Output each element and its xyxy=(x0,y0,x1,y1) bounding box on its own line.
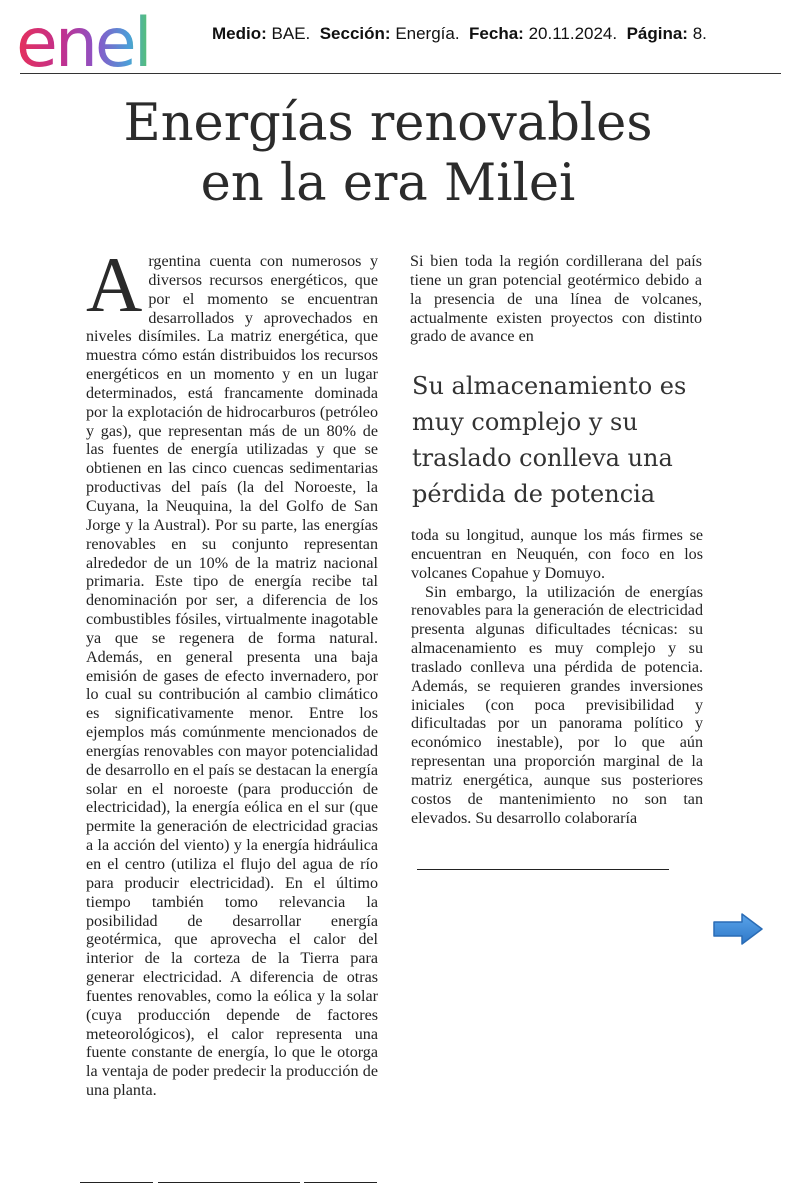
fecha-label: Fecha: xyxy=(469,24,524,43)
article-column-2-top xyxy=(410,253,702,347)
pagina-value: 8. xyxy=(692,24,707,43)
seccion-label: Sección: xyxy=(319,24,391,43)
article-column-1 xyxy=(86,241,378,1101)
footer-rule-1 xyxy=(80,1182,153,1183)
header-divider xyxy=(20,73,781,74)
seccion-value: Energía. xyxy=(395,24,460,43)
enel-logo xyxy=(14,8,184,72)
column-2-paragraph-1: toda su longitud, aunque los más firmes se encuentran en Neuquén, con foco en los volcanes Copahue y Domuyo. xyxy=(411,527,703,582)
fecha-value: 20.11.2024. xyxy=(528,24,618,43)
title-line-2: en la era Milei xyxy=(200,154,576,213)
medio-value: BAE. xyxy=(271,24,311,43)
title-line-1: Energías renovables xyxy=(123,94,653,153)
medio-label: Medio: xyxy=(212,24,267,43)
column-2-top-text: Si bien toda la región cordillerana del país tiene un gran potencial geotérmico debido a la presencia de una línea de volcanes, actualmente existen proyectos con distinto grado de avance en xyxy=(410,253,702,346)
arrow-right-icon[interactable] xyxy=(712,912,764,946)
pull-quote: Su almacenamiento es muy complejo y su traslado conlleva una pérdida de potencia xyxy=(412,372,687,508)
article-column-2-bottom xyxy=(411,527,703,829)
column-1-text: rgentina cuenta con numerosos y diversos recursos energéticos, que por el momento se encuentran desarrollados y aprovechados en niveles disímiles. La matriz energética, que muestra cómo están distribuidos los recursos energéticos en un momento y en un lugar determinados, está francamente dominada por la explotación de hidrocarburos (petróleo y gas), que representan más de un 80% de las fuentes de energía utilizadas y que se obtienen en las cinco cuencas sedimentarias productivas del país (la del Noroeste, la Cuyana, la Neuquina, la del Golfo de San Jorge y la Austral). Por su parte, las energías renovables en su conjunto representan alrededor de un 10% de la matriz nacional primaria. Este tipo de energía recibe tal denominación por ser, a diferencia de los combustibles fósiles, virtualmente inagotable ya que se regenera de forma natural. Además, en general presenta una baja emisión de gases de efecto invernadero, por lo cual su contribución al cambio climático es significativamente menor. Entre los ejemplos más comúnmente mencionados de energías renovables con mayor potencialidad de desarrollo en el país se destacan la energía solar en el noroeste (para producción de electricidad), la energía eólica en el sur (que permite la generación de electricidad gracias a la acción del viento) y la energía hidráulica en el centro (utiliza el flujo del agua de río para producir electricidad). En el último tiempo también tomo relevancia la posibilidad de desarrollar energía geotérmica, que aprovecha el calor del interior de la corteza de la Tierra para generar electricidad. A diferencia de otras fuentes renovables, como la eólica y la solar (cuya producción depende de factores meteorológicos), el calor representa una fuente constante de energía, lo que le otorga la ventaja de poder predecir la producción de una planta. xyxy=(86,253,378,1100)
publication-meta xyxy=(212,24,707,44)
logo-text: enel xyxy=(16,8,150,72)
column-2-paragraph-2: Sin embargo, la utilización de energías renovables para la generación de electricidad presenta algunas dificultades técnicas: su almacenamiento es muy complejo y su traslado conlleva una pérdida de potencia. Además, se requieren grandes inversiones iniciales (con poca previsibilidad y dificultadas por un panorama político y económico inestable), por lo que aún representan una proporción marginal de la matriz energética, aunque sus posteriores costos de mantenimiento no son tan elevados. Su desarrollo colaboraría xyxy=(411,583,703,827)
article-title xyxy=(0,94,776,214)
drop-cap: A xyxy=(86,241,143,328)
footer-rule-2 xyxy=(158,1182,300,1183)
footer-rule-3 xyxy=(304,1182,377,1183)
pagina-label: Página: xyxy=(626,24,688,43)
column-2-end-rule xyxy=(417,869,669,870)
